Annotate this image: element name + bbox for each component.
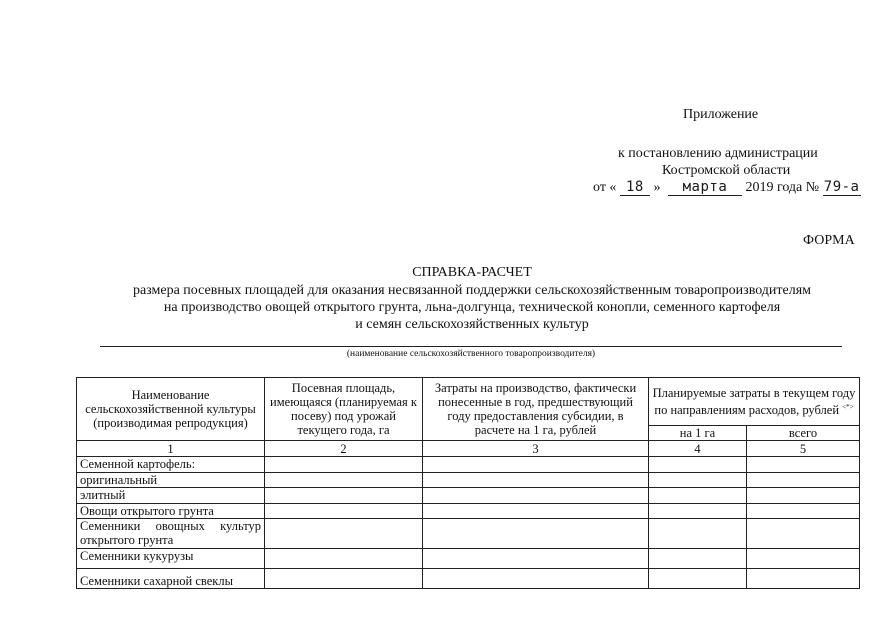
per-ha-cell[interactable]	[649, 569, 747, 589]
crop-name-cell: Семенники кукурузы	[77, 549, 265, 569]
date-year-text: 2019 года №	[745, 180, 820, 195]
date-month-field: марта	[668, 180, 742, 196]
per-ha-cell[interactable]	[649, 473, 747, 488]
appendix-title: Приложение	[683, 107, 759, 122]
footnote-mark: <*>	[842, 402, 854, 411]
actual-costs-cell[interactable]	[423, 473, 649, 488]
header-planned-costs-text: Планируемые затраты в текущем году по направлениям расходов, рублей	[652, 385, 856, 418]
col-number-2: 2	[265, 441, 423, 457]
col-number-1: 1	[77, 441, 265, 457]
header-actual-costs: Затраты на производство, фактически понесенные в год, предшествующий году предоставления субсидии, в расчете на 1 га, рублей	[423, 378, 649, 441]
crop-name-cell: оригинальный	[77, 473, 265, 488]
doc-title-line-3: и семян сельскохозяйственных культур	[355, 317, 589, 332]
per-ha-cell[interactable]	[649, 457, 747, 473]
doc-heading: СПРАВКА-РАСЧЕТ	[412, 265, 532, 280]
header-crop-name: Наименование сельскохозяйственной культуры (производимая репродукция)	[77, 378, 265, 441]
actual-costs-cell[interactable]	[423, 504, 649, 519]
total-cell[interactable]	[747, 488, 860, 504]
actual-costs-cell[interactable]	[423, 519, 649, 549]
header-per-ha: на 1 га	[649, 426, 747, 441]
sown-area-cell[interactable]	[265, 457, 423, 473]
col-number-5: 5	[747, 441, 860, 457]
producer-caption: (наименование сельскохозяйственного товаропроизводителя)	[346, 349, 596, 359]
decree-number-field: 79-а	[823, 179, 860, 195]
crop-name-cell: Семенники сахарной свеклы	[77, 569, 265, 589]
doc-title-line-1: размера посевных площадей для оказания несвязанной поддержки сельскохозяйственным товаропроизводителям	[132, 283, 812, 298]
crop-name-cell: элитный	[77, 488, 265, 504]
header-sown-area: Посевная площадь, имеющаяся (планируемая к посеву) под урожай текущего года, га	[265, 378, 423, 441]
total-cell[interactable]	[747, 569, 860, 589]
per-ha-cell[interactable]	[649, 519, 747, 549]
appendix-date-line	[593, 180, 861, 196]
total-cell[interactable]	[747, 473, 860, 488]
sown-area-cell[interactable]	[265, 519, 423, 549]
actual-costs-cell[interactable]	[423, 569, 649, 589]
header-planned-costs	[649, 378, 860, 426]
appendix-decree-line: к постановлению администрации	[618, 146, 818, 161]
sown-area-cell[interactable]	[265, 569, 423, 589]
header-total: всего	[747, 426, 860, 441]
total-cell[interactable]	[747, 519, 860, 549]
table-row	[77, 504, 860, 519]
total-cell[interactable]	[747, 504, 860, 519]
crop-name-cell: Семенники овощных культур открытого грунта	[77, 519, 265, 549]
appendix-region-line: Костромской области	[662, 163, 791, 178]
table-row	[77, 457, 860, 473]
total-cell[interactable]	[747, 457, 860, 473]
per-ha-cell[interactable]	[649, 504, 747, 519]
calculation-table	[76, 377, 860, 589]
per-ha-cell[interactable]	[649, 549, 747, 569]
table-row	[77, 549, 860, 569]
actual-costs-cell[interactable]	[423, 488, 649, 504]
doc-title-line-2: на производство овощей открытого грунта, льна-долгунца, технической конопли, семенного картофеля	[163, 300, 781, 315]
date-mid: »	[653, 180, 661, 195]
per-ha-cell[interactable]	[649, 488, 747, 504]
date-day-field: 18	[620, 180, 650, 196]
sown-area-cell[interactable]	[265, 549, 423, 569]
crop-name-cell: Овощи открытого грунта	[77, 504, 265, 519]
total-cell[interactable]	[747, 549, 860, 569]
sown-area-cell[interactable]	[265, 504, 423, 519]
actual-costs-cell[interactable]	[423, 457, 649, 473]
date-prefix: от «	[593, 180, 617, 195]
sown-area-cell[interactable]	[265, 473, 423, 488]
producer-name-field[interactable]	[100, 346, 842, 347]
table-row	[77, 569, 860, 589]
crop-name-cell: Семенной картофель:	[77, 457, 265, 473]
col-number-4: 4	[649, 441, 747, 457]
col-number-3: 3	[423, 441, 649, 457]
table-row	[77, 519, 860, 549]
sown-area-cell[interactable]	[265, 488, 423, 504]
actual-costs-cell[interactable]	[423, 549, 649, 569]
table-row	[77, 488, 860, 504]
table-row	[77, 473, 860, 488]
form-label: ФОРМА	[803, 233, 855, 248]
